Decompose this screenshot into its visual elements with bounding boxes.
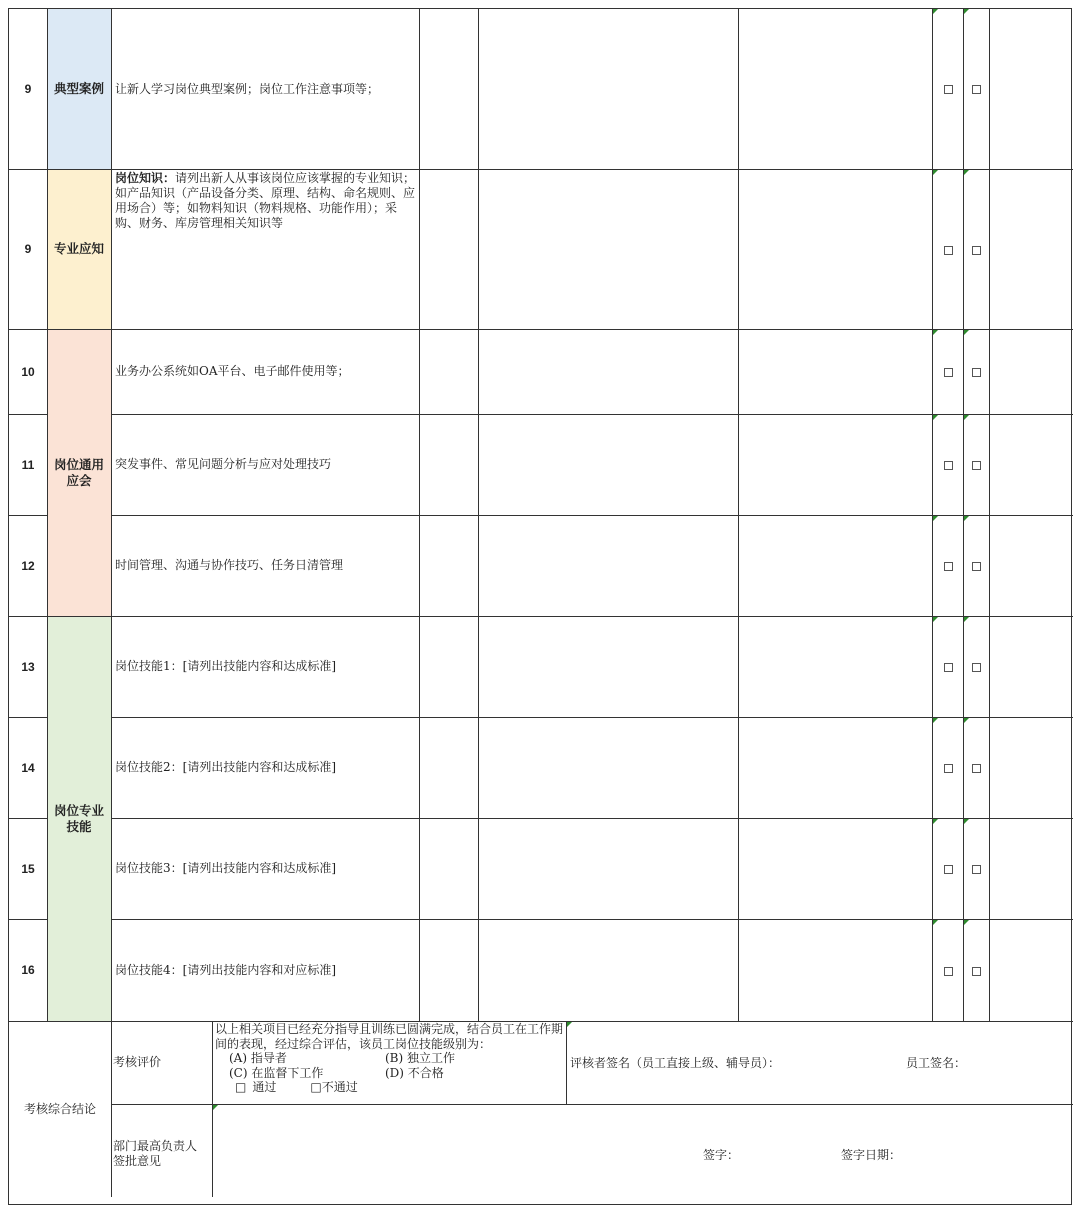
evaluation-text xyxy=(215,1022,565,1095)
category-label-general: 岗位通用应会 xyxy=(53,457,104,488)
employee-signature-label[interactable]: 员工签名： xyxy=(906,1056,967,1070)
checkbox[interactable] xyxy=(972,663,981,672)
fail-label: 不通过 xyxy=(321,1080,358,1094)
row-number: 9 xyxy=(24,242,32,256)
pass-label: 通过 xyxy=(252,1080,277,1094)
evaluation-statement: 以上相关项目已经充分指导且训练已圆满完成，结合员工在工作期间的表现，经过综合评估，该员工岗位技能级别为： xyxy=(215,1022,564,1051)
checkbox[interactable] xyxy=(944,562,953,571)
row-description: 岗位技能4：[请列出技能内容和对应标准] xyxy=(115,962,336,977)
row-number: 11 xyxy=(21,457,35,472)
reviewer-signature-label[interactable]: 评核者签名（员工直接上级、辅导员）： xyxy=(570,1056,781,1070)
category-label-skills: 岗位专业技能 xyxy=(53,803,104,834)
checkbox[interactable] xyxy=(972,85,981,94)
evaluation-label: 考核评价 xyxy=(113,1055,162,1069)
row-description xyxy=(113,169,419,329)
department-approval-label: 部门最高负责人签批意见 xyxy=(113,1139,198,1168)
category-label-typical-cases: 典型案例 xyxy=(53,82,104,96)
description-text: 请列出新人从事该岗位应该掌握的专业知识；如产品知识（产品设备分类、原理、结构、命名规则、应用场合）等；如物料知识（物料规格、功能作用）；采购、财务、库房管理相关知识等 xyxy=(115,171,416,230)
checkbox[interactable] xyxy=(944,368,953,377)
row-description: 岗位技能2：[请列出技能内容和达成标准] xyxy=(115,760,336,774)
checkbox[interactable] xyxy=(944,764,953,773)
option-d[interactable]: (D) 不合格 xyxy=(385,1065,444,1080)
row-description: 突发事件、常见问题分析与应对处理技巧 xyxy=(115,457,332,471)
checkbox[interactable] xyxy=(972,865,981,874)
row-description: 让新人学习岗位典型案例；岗位工作注意事项等； xyxy=(115,81,380,96)
row-description: 业务办公系统如OA平台、电子邮件使用等； xyxy=(115,364,350,378)
checkbox[interactable] xyxy=(972,562,981,571)
checkbox[interactable] xyxy=(972,967,981,976)
checkbox[interactable] xyxy=(972,368,981,377)
row-number: 16 xyxy=(21,963,35,977)
checkbox[interactable] xyxy=(944,246,953,255)
row-number: 15 xyxy=(21,861,35,876)
checkbox[interactable] xyxy=(944,967,953,976)
fail-checkbox[interactable]: □ xyxy=(310,1080,322,1094)
checkbox[interactable] xyxy=(972,461,981,470)
row-number: 12 xyxy=(21,558,35,573)
training-checklist-table xyxy=(8,8,1072,1205)
checkbox[interactable] xyxy=(944,865,953,874)
checkbox[interactable] xyxy=(972,764,981,773)
option-c[interactable]: (C) 在监督下工作 xyxy=(229,1065,324,1080)
signature-date-label[interactable]: 签字日期： xyxy=(841,1148,902,1162)
option-b[interactable]: (B) 独立工作 xyxy=(385,1051,455,1065)
option-a[interactable]: (A) 指导者 xyxy=(229,1051,287,1065)
checkbox[interactable] xyxy=(944,663,953,672)
row-number: 13 xyxy=(21,659,35,674)
row-description: 岗位技能1：[请列出技能内容和达成标准] xyxy=(115,659,336,673)
row-number: 9 xyxy=(24,82,32,96)
checkbox[interactable] xyxy=(944,85,953,94)
row-number: 14 xyxy=(21,760,35,775)
signature-label[interactable]: 签字： xyxy=(703,1148,740,1162)
checkbox[interactable] xyxy=(944,461,953,470)
category-label-professional: 专业应知 xyxy=(53,242,104,256)
row-description: 时间管理、沟通与协作技巧、任务日清管理 xyxy=(115,558,344,572)
description-lead: 岗位知识： xyxy=(115,171,176,185)
checkbox[interactable] xyxy=(972,246,981,255)
pass-checkbox[interactable]: □ xyxy=(235,1080,247,1094)
row-number: 10 xyxy=(21,364,35,379)
row-description: 岗位技能3：[请列出技能内容和达成标准] xyxy=(115,861,336,875)
conclusion-title: 考核综合结论 xyxy=(23,1101,96,1116)
